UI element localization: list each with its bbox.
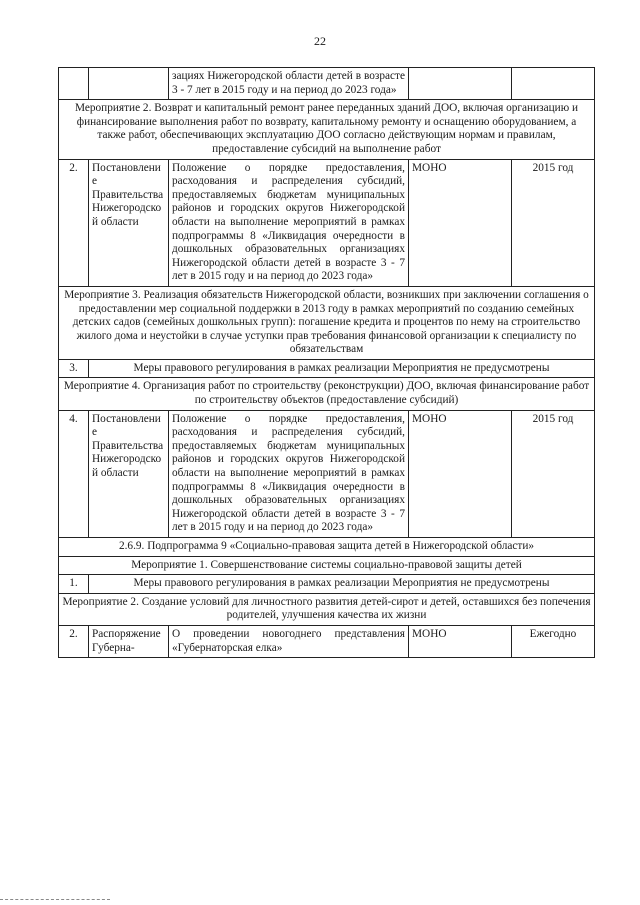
cell-description: О проведении новогоднего представления «Губернаторская елка» [169,625,409,657]
table-row [59,159,595,286]
measure3-title: Мероприятие 3. Реализация обязательств Нижегородской области, возникших при заключении соглашения о предоставлении мер социальной поддержки в 2013 году в рамках мероприятий по созданию семейных детских садов (семейных дошкольных групп): погашение кредита и процентов по нему на строительство жилого дома и неустойки в случае уступки прав требования финансовой организации к специалисту по обязательствам [59,286,595,359]
table-row [59,575,595,594]
cell-executor [409,68,512,100]
cell-executor: МОНО [409,159,512,286]
cell-description: Положение о порядке предоставления, расходования и распределения субсидий, предоставляемых бюджетам муниципальных районов и городских округов Нижегородской области на выполнение мероприятий в рамках подпрограммы 8 «Ликвидация очередности в дошкольных образовательных организациях Нижегородской области детей в возрасте 3 - 7 лет в 2015 году и на период до 2023 года» [169,159,409,286]
measure2-title: Мероприятие 2. Возврат и капитальный ремонт ранее переданных зданий ДОО, включая организацию и финансирование выполнения работ по возврату, капитальному ремонту и оснащению оборудованием, а также работ, обеспечивающих эксплуатацию ДОО согласно действующим нормам и правилам, предоставление субсидий на выполнение работ [59,100,595,159]
cell-num [59,68,89,100]
page-footer-divider [0,899,110,900]
cell-num: 2. [59,625,89,657]
table-row-measure-title [59,593,595,625]
cell-doc-type: Распоряжение Губерна- [89,625,169,657]
table-row [59,68,595,100]
table-row [59,359,595,378]
table-row [59,410,595,537]
cell-term: 2015 год [512,410,595,537]
page-number: 22 [314,34,326,48]
cell-executor: МОНО [409,410,512,537]
table-row-measure-title [59,378,595,410]
cell-executor: МОНО [409,625,512,657]
cell-doc-type: Постановление Правительства Нижегородской области [89,410,169,537]
cell-no-measures: Меры правового регулирования в рамках реализации Мероприятия не предусмотрены [89,359,595,378]
table-row [59,625,595,657]
cell-doc-type [89,68,169,100]
subprogram9-title: 2.6.9. Подпрограмма 9 «Социально-правовая защита детей в Нижегородской области» [59,538,595,557]
sp9-measure2-title: Мероприятие 2. Создание условий для личностного развития детей-сирот и детей, оставшихся без попечения родителей, улучшения качества их жизни [59,593,595,625]
cell-num: 4. [59,410,89,537]
cell-num: 3. [59,359,89,378]
cell-term: Ежегодно [512,625,595,657]
legal-regulation-table [58,67,595,658]
cell-description: Положение о порядке предоставления, расходования и распределения субсидий, предоставляемых бюджетам муниципальных районов и городских округов Нижегородской области на выполнение мероприятий в рамках подпрограммы 8 «Ликвидация очередности в дошкольных образовательных организациях Нижегородской области детей в возрасте 3 - 7 лет в 2015 году и на период до 2023 года» [169,410,409,537]
cell-no-measures: Меры правового регулирования в рамках реализации Мероприятия не предусмотрены [89,575,595,594]
sp9-measure1-title: Мероприятие 1. Совершенствование системы социально-правовой защиты детей [59,556,595,575]
cell-num: 1. [59,575,89,594]
table-row-measure-title [59,100,595,159]
cell-num: 2. [59,159,89,286]
table-row-subprogram-title [59,538,595,557]
cell-term: 2015 год [512,159,595,286]
measure4-title: Мероприятие 4. Организация работ по строительству (реконструкции) ДОО, включая финансирование работ по строительству объектов (предоставление субсидий) [59,378,595,410]
cell-description: зациях Нижегородской области детей в возрасте 3 - 7 лет в 2015 году и на период до 2023 года» [169,68,409,100]
table-row-measure-title [59,286,595,359]
table-row-measure-title [59,556,595,575]
cell-doc-type: Постановление Правительства Нижегородской области [89,159,169,286]
cell-term [512,68,595,100]
